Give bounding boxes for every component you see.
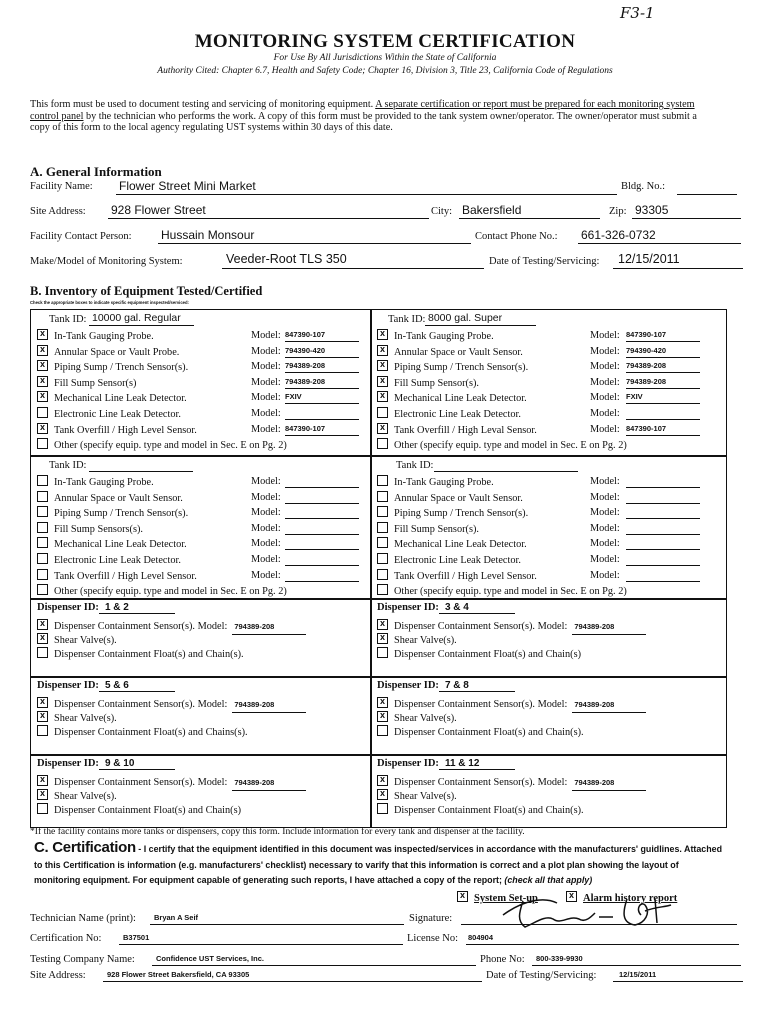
tank-panel-2 bbox=[370, 309, 727, 457]
dispenser-sensor-item-label: Dispenser Containment Sensor(s). Model: bbox=[54, 621, 228, 632]
float-chain-item-label: Dispenser Containment Float(s) and Chain(s). bbox=[394, 727, 584, 738]
checkbox-empty-icon[interactable] bbox=[377, 569, 388, 580]
model-label: Model: bbox=[590, 491, 620, 503]
dispenser-model-field[interactable]: 794389-208 bbox=[572, 620, 646, 635]
dispenser-panel-4 bbox=[370, 676, 727, 756]
equipment-label: Electronic Line Leak Detector. bbox=[394, 409, 521, 420]
checkbox-checked-icon[interactable] bbox=[377, 391, 388, 402]
model-label: Model: bbox=[251, 569, 281, 581]
equipment-item[interactable] bbox=[37, 569, 365, 583]
checkbox-empty-icon[interactable] bbox=[377, 647, 388, 658]
equipment-item[interactable] bbox=[37, 553, 365, 567]
signature-label: Signature: bbox=[409, 913, 453, 924]
equipment-item[interactable] bbox=[377, 329, 720, 343]
shear-valve-item[interactable] bbox=[377, 633, 646, 647]
checkbox-empty-icon[interactable] bbox=[37, 569, 48, 580]
checkbox-empty-icon[interactable] bbox=[37, 537, 48, 548]
equipment-item[interactable] bbox=[377, 491, 720, 505]
checkbox-checked-icon[interactable] bbox=[37, 697, 48, 708]
shear-valve-item[interactable] bbox=[37, 633, 306, 647]
company-phone-field[interactable]: 800-339-9930 bbox=[532, 952, 741, 966]
authority-cited: Authority Cited: Chapter 6.7, Health and Safety Code; Chapter 16, Division 3, Title 23, California Code of Regulations bbox=[157, 66, 613, 76]
shear-valve-item[interactable] bbox=[377, 789, 646, 803]
dispenser-id-label: Dispenser ID: bbox=[377, 602, 439, 613]
model-field[interactable] bbox=[626, 522, 700, 535]
equipment-label: In-Tank Gauging Probe. bbox=[394, 477, 494, 488]
equipment-label: Piping Sump / Trench Sensor(s). bbox=[54, 362, 189, 374]
checkbox-checked-icon[interactable] bbox=[37, 619, 48, 630]
equipment-label: Tank Overfill / High Level Sensor. bbox=[54, 570, 197, 582]
checkbox-empty-icon[interactable] bbox=[377, 553, 388, 564]
model-field[interactable]: 794389-208 bbox=[285, 360, 359, 373]
facility-footnote: *If the facility contains more tanks or dispensers, copy this form. Include information for every tank and dispenser at the facility. bbox=[30, 826, 525, 837]
dispenser-id-label: Dispenser ID: bbox=[37, 680, 99, 691]
equipment-label: Tank Overfill / High Level Sensor. bbox=[394, 570, 537, 582]
tank-panel-3 bbox=[30, 455, 372, 600]
model-field[interactable] bbox=[285, 506, 359, 519]
tank-id-field[interactable]: 10000 gal. Regular bbox=[89, 312, 194, 326]
dispenser-id-label: Dispenser ID: bbox=[377, 758, 439, 769]
tank-panel-4 bbox=[370, 455, 727, 600]
equipment-label: Fill Sump Sensor(s). bbox=[394, 377, 479, 389]
section-a-heading: A. General Information bbox=[30, 164, 162, 179]
model-label: Model: bbox=[251, 507, 281, 519]
checkbox-checked-icon[interactable] bbox=[37, 423, 48, 434]
model-field[interactable]: 794390-420 bbox=[285, 345, 359, 358]
checkbox-empty-icon[interactable] bbox=[37, 407, 48, 418]
intro-paragraph bbox=[30, 99, 710, 134]
dispenser-panel-3 bbox=[30, 676, 372, 756]
license-no-label: License No: bbox=[407, 933, 459, 944]
checkbox-checked-icon[interactable] bbox=[37, 789, 48, 800]
checkbox-checked-icon[interactable] bbox=[37, 360, 48, 371]
equipment-item[interactable] bbox=[377, 475, 720, 489]
intro-text-2: A separate certification or report must be prepared for each monitoring system control panel bbox=[30, 99, 695, 122]
equipment-label: In-Tank Gauging Probe. bbox=[54, 477, 154, 488]
dispenser-sensor-item[interactable] bbox=[377, 697, 646, 711]
testing-company-label: Testing Company Name: bbox=[30, 954, 135, 965]
dispenser-panel-1 bbox=[30, 598, 372, 678]
make-model-field[interactable]: Veeder-Root TLS 350 bbox=[222, 252, 484, 269]
checkbox-checked-icon[interactable] bbox=[377, 775, 388, 786]
checkbox-checked-icon[interactable] bbox=[377, 633, 388, 644]
dispenser-model-field[interactable]: 794389-208 bbox=[572, 776, 646, 791]
equipment-label: Annular Space or Vault Probe. bbox=[54, 346, 180, 358]
city-label: City: bbox=[431, 206, 453, 217]
model-label: Model: bbox=[590, 569, 620, 581]
equipment-label: Mechanical Line Leak Detector. bbox=[54, 539, 187, 551]
checkbox-empty-icon[interactable] bbox=[377, 803, 388, 814]
equipment-item-other[interactable] bbox=[377, 438, 720, 452]
model-label: Model: bbox=[590, 361, 620, 373]
equipment-item[interactable] bbox=[377, 553, 720, 567]
testing-company-field[interactable]: Confidence UST Services, Inc. bbox=[152, 952, 476, 966]
model-label: Model: bbox=[251, 330, 281, 341]
dispenser-id-field[interactable]: 1 & 2 bbox=[99, 602, 175, 614]
model-field[interactable] bbox=[285, 475, 359, 488]
technician-name-label: Technician Name (print): bbox=[30, 913, 136, 924]
company-phone-label: Phone No: bbox=[480, 954, 525, 965]
model-field[interactable]: 794389-208 bbox=[626, 360, 700, 373]
site-address-field[interactable]: 928 Flower Street bbox=[108, 203, 429, 219]
checkbox-empty-icon[interactable] bbox=[377, 522, 388, 533]
model-label: Model: bbox=[590, 345, 620, 357]
shear-valve-item-label: Shear Valve(s). bbox=[394, 635, 457, 646]
tank-id-field[interactable] bbox=[434, 458, 578, 472]
model-label: Model: bbox=[251, 376, 281, 388]
dispenser-model-field[interactable]: 794389-208 bbox=[232, 776, 306, 791]
equipment-item[interactable] bbox=[377, 423, 720, 437]
checkbox-checked-icon[interactable] bbox=[37, 711, 48, 722]
checkbox-empty-icon[interactable] bbox=[37, 522, 48, 533]
equipment-label: In-Tank Gauging Probe. bbox=[54, 331, 154, 342]
section-c-block bbox=[34, 840, 724, 889]
model-label: Model: bbox=[251, 538, 281, 550]
shear-valve-item[interactable] bbox=[37, 789, 306, 803]
model-field[interactable] bbox=[626, 506, 700, 519]
equipment-label: Tank Overfill / High Leval Sensor. bbox=[394, 424, 537, 436]
technician-name-field[interactable]: Bryan A Seif bbox=[150, 911, 404, 925]
model-field[interactable]: 847390-107 bbox=[285, 423, 359, 436]
tank-id-label: Tank ID: bbox=[396, 460, 434, 471]
model-label: Model: bbox=[590, 522, 620, 534]
checkbox-checked-icon[interactable] bbox=[377, 376, 388, 387]
equipment-label: Annular Space or Vault Sensor. bbox=[394, 492, 523, 504]
model-label: Model: bbox=[590, 408, 620, 419]
shear-valve-item-label: Shear Valve(s). bbox=[394, 713, 457, 724]
dispenser-panel-6 bbox=[370, 754, 727, 828]
checkbox-empty-icon[interactable] bbox=[37, 491, 48, 502]
checkbox-empty-icon[interactable] bbox=[377, 537, 388, 548]
equipment-item-other[interactable] bbox=[37, 584, 365, 598]
shear-valve-item-label: Shear Valve(s). bbox=[54, 713, 117, 724]
checkbox-checked-icon[interactable] bbox=[37, 345, 48, 356]
model-label: Model: bbox=[251, 361, 281, 373]
equipment-label: Fill Sump Sensors(s). bbox=[54, 523, 143, 535]
model-label: Model: bbox=[251, 408, 281, 419]
shear-valve-item[interactable] bbox=[377, 711, 646, 725]
other-equipment-label: Other (specify equip. type and model in Sec. E on Pg. 2) bbox=[54, 440, 287, 452]
check-note: (check all that apply) bbox=[504, 875, 593, 885]
equipment-item[interactable] bbox=[37, 329, 365, 343]
checkbox-empty-icon[interactable] bbox=[37, 725, 48, 736]
checkbox-empty-icon[interactable] bbox=[377, 491, 388, 502]
equipment-label: Mechanical Line Leak Detector. bbox=[54, 393, 187, 405]
shear-valve-item-label: Shear Valve(s). bbox=[54, 635, 117, 646]
dispenser-id-field[interactable]: 11 & 12 bbox=[439, 758, 515, 770]
dispenser-sensor-item[interactable] bbox=[37, 697, 306, 711]
checkbox-checked-icon[interactable] bbox=[37, 775, 48, 786]
tech-site-address-field[interactable]: 928 Flower Street Bakersfield, CA 93305 bbox=[103, 968, 482, 982]
section-c-heading: C. Certification bbox=[34, 839, 136, 856]
checkbox-checked-icon[interactable] bbox=[37, 329, 48, 340]
checkbox-empty-icon[interactable] bbox=[377, 725, 388, 736]
checkbox-checked-icon[interactable] bbox=[377, 360, 388, 371]
checkbox-checked-icon[interactable] bbox=[377, 697, 388, 708]
equipment-item[interactable] bbox=[37, 376, 365, 390]
tank-id-field[interactable] bbox=[89, 458, 193, 472]
dispenser-id-field[interactable]: 5 & 6 bbox=[99, 680, 175, 692]
equipment-label: Mechanical Line Leak Detector. bbox=[394, 539, 527, 551]
model-label: Model: bbox=[590, 423, 620, 435]
checkbox-empty-icon[interactable] bbox=[37, 584, 48, 595]
dispenser-model-field[interactable]: 794389-208 bbox=[232, 620, 306, 635]
equipment-label: In-Tank Gauging Probe. bbox=[394, 331, 494, 342]
contact-person-field[interactable]: Hussain Monsour bbox=[158, 228, 471, 244]
float-chain-item[interactable] bbox=[37, 725, 306, 739]
certification-no-label: Certification No: bbox=[30, 933, 102, 944]
equipment-item[interactable] bbox=[37, 537, 365, 551]
other-equipment-label: Other (specify equip. type and model in Sec. E on Pg. 2) bbox=[394, 440, 627, 452]
system-setup-label: System Set-up bbox=[474, 893, 538, 904]
model-field[interactable] bbox=[626, 491, 700, 504]
checkbox-empty-icon[interactable] bbox=[377, 506, 388, 517]
model-field[interactable]: FXIV bbox=[285, 391, 359, 404]
float-chain-item-label: Dispenser Containment Float(s) and Chain(s). bbox=[394, 805, 584, 816]
test-date-field[interactable]: 12/15/2011 bbox=[613, 252, 743, 269]
model-field[interactable] bbox=[285, 491, 359, 504]
model-field[interactable]: FXIV bbox=[626, 391, 700, 404]
intro-text-3: by the technician who performs the work. A copy of this form must be provided to the tank system owner/operator. The owner/operator must submit a copy of this form to the local agency regulating UST systems within 30 days of this date. bbox=[30, 110, 697, 133]
checkbox-checked-icon bbox=[457, 891, 468, 902]
dispenser-model-field[interactable]: 794389-208 bbox=[572, 698, 646, 713]
float-chain-item-label: Dispenser Containment Float(s) and Chain(s) bbox=[54, 805, 242, 816]
equipment-label: Piping Sump / Trench Sensor(s). bbox=[54, 508, 189, 520]
float-chain-item[interactable] bbox=[37, 803, 306, 817]
model-label: Model: bbox=[590, 507, 620, 519]
checkbox-checked-icon[interactable] bbox=[377, 345, 388, 356]
checkbox-checked-icon[interactable] bbox=[37, 391, 48, 402]
checkbox-empty-icon[interactable] bbox=[377, 438, 388, 449]
site-address-label: Site Address: bbox=[30, 206, 86, 217]
model-field[interactable] bbox=[626, 553, 700, 566]
equipment-item[interactable] bbox=[37, 345, 365, 359]
city-field[interactable]: Bakersfield bbox=[459, 203, 600, 219]
model-label: Model: bbox=[590, 330, 620, 341]
dispenser-sensor-item[interactable] bbox=[37, 775, 306, 789]
model-field[interactable] bbox=[285, 537, 359, 550]
float-chain-item[interactable] bbox=[377, 803, 646, 817]
equipment-item-other[interactable] bbox=[37, 438, 365, 452]
model-label: Model: bbox=[251, 554, 281, 565]
shear-valve-item-label: Shear Valve(s). bbox=[54, 791, 117, 802]
tank-id-label: Tank ID: bbox=[49, 314, 87, 325]
model-field[interactable]: 847390-107 bbox=[626, 423, 700, 436]
dispenser-id-label: Dispenser ID: bbox=[377, 680, 439, 691]
other-equipment-label: Other (specify equip. type and model in Sec. E on Pg. 2) bbox=[394, 586, 627, 598]
equipment-item[interactable] bbox=[37, 506, 365, 520]
model-field[interactable]: 794389-208 bbox=[626, 376, 700, 389]
checkbox-empty-icon[interactable] bbox=[377, 584, 388, 595]
dispenser-sensor-item[interactable] bbox=[37, 619, 306, 633]
certification-no-field[interactable]: B37501 bbox=[119, 931, 403, 945]
dispenser-id-field[interactable]: 3 & 4 bbox=[439, 602, 515, 614]
dispenser-sensor-item-label: Dispenser Containment Sensor(s). Model: bbox=[54, 699, 228, 710]
bldg-no-label: Bldg. No.: bbox=[621, 181, 666, 192]
equipment-item[interactable] bbox=[377, 360, 720, 374]
page-title: MONITORING SYSTEM CERTIFICATION bbox=[194, 31, 576, 52]
tank-panel-1 bbox=[30, 309, 372, 457]
float-chain-item[interactable] bbox=[377, 725, 646, 739]
equipment-label: Piping Sump / Trench Sensor(s). bbox=[394, 508, 529, 520]
equipment-label: Mechanical Line Leak Detector. bbox=[394, 393, 527, 405]
page-code: F3-1 bbox=[620, 4, 655, 22]
equipment-item[interactable] bbox=[37, 475, 365, 489]
zip-field[interactable]: 93305 bbox=[632, 203, 741, 219]
equipment-item[interactable] bbox=[377, 376, 720, 390]
dispenser-sensor-item-label: Dispenser Containment Sensor(s). Model: bbox=[394, 777, 568, 788]
checkbox-empty-icon[interactable] bbox=[37, 475, 48, 486]
checkbox-empty-icon[interactable] bbox=[377, 475, 388, 486]
model-label: Model: bbox=[251, 491, 281, 503]
model-label: Model: bbox=[251, 392, 281, 404]
model-field[interactable] bbox=[626, 537, 700, 550]
model-label: Model: bbox=[590, 538, 620, 550]
equipment-label: Annular Space or Vault Sensor. bbox=[394, 346, 523, 358]
equipment-item[interactable] bbox=[377, 522, 720, 536]
model-field[interactable] bbox=[285, 569, 359, 582]
checkbox-checked-icon[interactable] bbox=[37, 633, 48, 644]
float-chain-item-label: Dispenser Containment Float(s) and Chain(s). bbox=[54, 649, 244, 660]
section-b-subheading: Check the appropriate boxes to indicate specific equipment inspected/serviced: bbox=[30, 300, 189, 305]
contact-phone-label: Contact Phone No.: bbox=[475, 231, 558, 242]
equipment-label: Electronic Line Leak Detector. bbox=[54, 409, 181, 420]
equipment-item[interactable] bbox=[37, 360, 365, 374]
tech-date-field[interactable]: 12/15/2011 bbox=[613, 968, 743, 982]
dispenser-sensor-item[interactable] bbox=[377, 775, 646, 789]
shear-valve-item-label: Shear Valve(s). bbox=[394, 791, 457, 802]
model-field[interactable] bbox=[626, 569, 700, 582]
checkbox-checked-icon[interactable] bbox=[377, 423, 388, 434]
dispenser-model-field[interactable]: 794389-208 bbox=[232, 698, 306, 713]
equipment-label: Tank Overfill / High Level Sensor. bbox=[54, 424, 197, 436]
equipment-item[interactable] bbox=[37, 423, 365, 437]
equipment-label: Fill Sump Sensor(s) bbox=[54, 377, 137, 389]
model-field[interactable] bbox=[285, 553, 359, 566]
tank-id-label: Tank ID: bbox=[49, 460, 87, 471]
equipment-item[interactable] bbox=[377, 537, 720, 551]
tech-date-label: Date of Testing/Servicing: bbox=[486, 970, 597, 981]
dispenser-sensor-item-label: Dispenser Containment Sensor(s). Model: bbox=[394, 621, 568, 632]
shear-valve-item[interactable] bbox=[37, 711, 306, 725]
model-field[interactable] bbox=[285, 407, 359, 420]
alarm-history-label: Alarm history report bbox=[583, 893, 678, 904]
equipment-label: Annular Space or Vault Sensor. bbox=[54, 492, 183, 504]
model-label: Model: bbox=[590, 376, 620, 388]
equipment-label: Fill Sump Sensor(s). bbox=[394, 523, 479, 535]
model-label: Model: bbox=[251, 345, 281, 357]
section-b-heading: B. Inventory of Equipment Tested/Certified bbox=[30, 284, 263, 298]
intro-text-1: This form must be used to document testing and servicing of monitoring equipment. bbox=[30, 99, 374, 110]
equipment-item[interactable] bbox=[37, 391, 365, 405]
equipment-item[interactable] bbox=[377, 569, 720, 583]
float-chain-item[interactable] bbox=[377, 647, 646, 661]
model-label: Model: bbox=[251, 522, 281, 534]
checkbox-empty-icon[interactable] bbox=[37, 803, 48, 814]
model-field[interactable] bbox=[626, 407, 700, 420]
equipment-label: Piping Sump / Trench Sensor(s). bbox=[394, 362, 529, 374]
float-chain-item-label: Dispenser Containment Float(s) and Chain(s) bbox=[394, 649, 582, 660]
make-model-label: Make/Model of Monitoring System: bbox=[30, 256, 183, 267]
equipment-item[interactable] bbox=[377, 407, 720, 421]
float-chain-item-label: Dispenser Containment Float(s) and Chains(s). bbox=[54, 727, 248, 738]
equipment-item[interactable] bbox=[37, 491, 365, 505]
tech-site-address-label: Site Address: bbox=[30, 970, 86, 981]
equipment-label: Electronic Line Leak Detector. bbox=[394, 555, 521, 566]
page-subtitle: For Use By All Jurisdictions Within the State of California bbox=[273, 53, 497, 63]
dispenser-panel-2 bbox=[370, 598, 727, 678]
dispenser-sensor-item-label: Dispenser Containment Sensor(s). Model: bbox=[394, 699, 568, 710]
checkbox-empty-icon[interactable] bbox=[377, 407, 388, 418]
zip-label: Zip: bbox=[609, 206, 627, 217]
float-chain-item[interactable] bbox=[37, 647, 306, 661]
dispenser-id-field[interactable]: 7 & 8 bbox=[439, 680, 515, 692]
dispenser-sensor-item-label: Dispenser Containment Sensor(s). Model: bbox=[54, 777, 228, 788]
equipment-item[interactable] bbox=[37, 407, 365, 421]
test-date-label: Date of Testing/Servicing: bbox=[489, 256, 600, 267]
model-field[interactable]: 847390-107 bbox=[285, 329, 359, 342]
checkbox-empty-icon[interactable] bbox=[37, 506, 48, 517]
certification-statement: - I certify that the equipment identified in this document was inspected/services in accordance with the manufacturers' guidlines. Attached to this Certification is information (e.g. manufacturers' checklist) necessary to varify that this information is correct and a plot plan showing the layout of monitoring equipment. For equipment capable of generating such reports, I have attached a copy of the report; bbox=[34, 844, 723, 885]
facility-name-label: Facility Name: bbox=[30, 181, 93, 192]
other-equipment-label: Other (specify equip. type and model in Sec. E on Pg. 2) bbox=[54, 586, 287, 598]
checkbox-checked-icon[interactable] bbox=[37, 376, 48, 387]
model-field[interactable]: 847390-107 bbox=[626, 329, 700, 342]
dispenser-panel-5 bbox=[30, 754, 372, 828]
facility-name-field[interactable]: Flower Street Mini Market bbox=[116, 179, 617, 195]
checkbox-empty-icon[interactable] bbox=[37, 647, 48, 658]
checkbox-checked-icon[interactable] bbox=[377, 711, 388, 722]
checkbox-checked-icon[interactable] bbox=[377, 329, 388, 340]
model-label: Model: bbox=[251, 476, 281, 487]
equipment-item[interactable] bbox=[377, 506, 720, 520]
checkbox-empty-icon[interactable] bbox=[37, 553, 48, 564]
dispenser-id-label: Dispenser ID: bbox=[37, 758, 99, 769]
dispenser-sensor-item[interactable] bbox=[377, 619, 646, 633]
equipment-item[interactable] bbox=[377, 391, 720, 405]
model-field[interactable]: 794389-208 bbox=[285, 376, 359, 389]
equipment-item-other[interactable] bbox=[377, 584, 720, 598]
license-no-field[interactable]: 804904 bbox=[466, 931, 739, 945]
equipment-label: Electronic Line Leak Detector. bbox=[54, 555, 181, 566]
model-label: Model: bbox=[251, 423, 281, 435]
dispenser-id-label: Dispenser ID: bbox=[37, 602, 99, 613]
model-field[interactable]: 794390-420 bbox=[626, 345, 700, 358]
tank-id-label: Tank ID: bbox=[388, 314, 426, 325]
contact-person-label: Facility Contact Person: bbox=[30, 231, 132, 242]
equipment-item[interactable] bbox=[37, 522, 365, 536]
model-label: Model: bbox=[590, 554, 620, 565]
model-field[interactable] bbox=[285, 522, 359, 535]
tank-id-field[interactable]: 8000 gal. Super bbox=[425, 312, 536, 326]
model-label: Model: bbox=[590, 392, 620, 404]
contact-phone-field[interactable]: 661-326-0732 bbox=[578, 228, 741, 244]
bldg-no-field[interactable] bbox=[677, 179, 737, 195]
dispenser-id-field[interactable]: 9 & 10 bbox=[99, 758, 175, 770]
model-field[interactable] bbox=[626, 475, 700, 488]
signature-scribble bbox=[495, 893, 678, 933]
model-label: Model: bbox=[590, 476, 620, 487]
checkbox-checked-icon[interactable] bbox=[377, 789, 388, 800]
checkbox-empty-icon[interactable] bbox=[37, 438, 48, 449]
equipment-item[interactable] bbox=[377, 345, 720, 359]
checkbox-checked-icon[interactable] bbox=[377, 619, 388, 630]
